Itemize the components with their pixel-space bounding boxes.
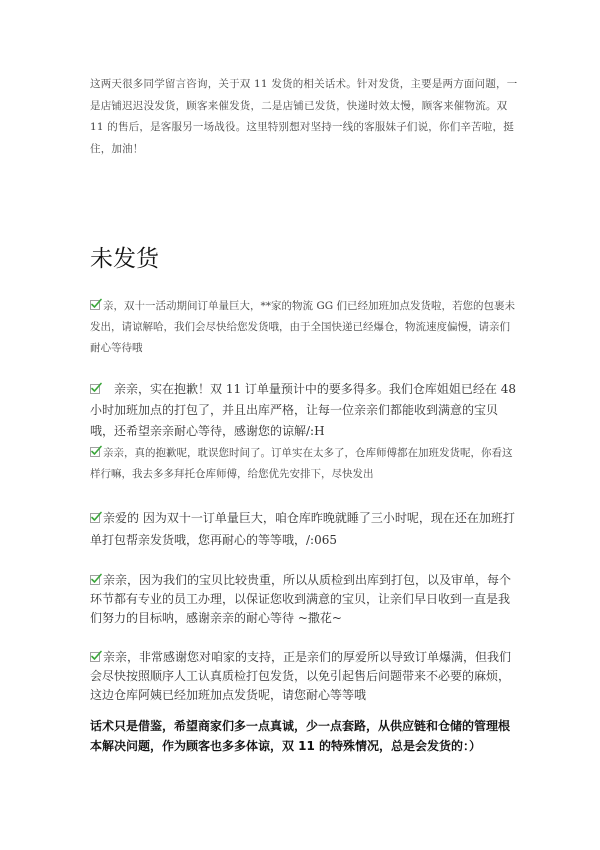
script-item [90, 379, 520, 442]
checkbox-icon [90, 573, 102, 585]
closing-note: 话术只是借鉴，希望商家们多一点真诚，少一点套路，从供应链和仓储的管理根本解决问题，作为顾客也多多体谅，双 11 的特殊情况，总是会发货的：） [90, 719, 511, 753]
checkbox-icon [90, 445, 102, 457]
checkbox-icon [90, 511, 102, 523]
script-text: 亲亲，因为我们的宝贝比较贵重，所以从质检到出库到打包，以及审单，每个环节都有专业的员工办理，以保证您收到满意的宝贝，让亲们早日收到一直是我们努力的目标呐，感谢亲亲的耐心等待 ~撒花~ [90, 573, 512, 625]
script-text: 亲亲，非常感谢您对咱家的支持，正是亲们的厚爱所以导致订单爆满，但我们会尽快按照顺序人工认真质检打包发货，以免引起售后问题带来不必要的麻烦，这边仓库阿姨已经加班加点发货呢，请您耐心等等哦 [90, 650, 512, 702]
script-item [90, 571, 520, 628]
script-text: 亲，双十一活动期间订单量巨大，**家的物流 GG 们已经加班加点发货啦，若您的包裹未发出，请谅解哈，我们会尽快给您发货哦，由于全国快递已经爆仓，物流速度偏慢，请亲们耐心等待哦 [90, 300, 515, 354]
script-item [90, 508, 520, 551]
script-item [90, 296, 520, 359]
checkbox-icon [90, 298, 102, 310]
section-title: 未发货 [90, 246, 159, 272]
script-text: 亲亲，实在抱歉！双 11 订单量预计中的要多得多。我们仓库姐姐已经在 48 小时加班加点的打包了，并且出库严格，让每一位亲亲们都能收到满意的宝贝哦，还希望亲亲耐心等待，感谢您的谅解/:H [90, 382, 516, 438]
checkbox-icon [90, 382, 102, 394]
script-item [90, 443, 520, 485]
script-text: 亲亲，真的抱歉呢，耽误您时间了。订单实在太多了，仓库师傅都在加班发货呢，你看这样行嘛，我去多多拜托仓库师傅，给您优先安排下，尽快发出 [90, 447, 513, 480]
script-item [90, 648, 520, 705]
intro-paragraph: 这两天很多同学留言咨询，关于双 11 发货的相关话术。针对发货，主要是两方面问题，一是店铺迟迟没发货，顾客来催发货，二是店铺已发货，快递时效太慢，顾客来催物流。双 11 的售后，是客服另一场战役。这里特别想对坚持一线的客服妹子们说，你们辛苦啦，挺住，加油！ [90, 78, 518, 155]
checkbox-icon [90, 650, 102, 662]
script-text: 亲爱的 因为双十一订单量巨大，咱仓库昨晚就睡了三小时呢，现在还在加班打单打包帮亲发货哦，您再耐心的等等哦，/:065 [90, 511, 515, 547]
